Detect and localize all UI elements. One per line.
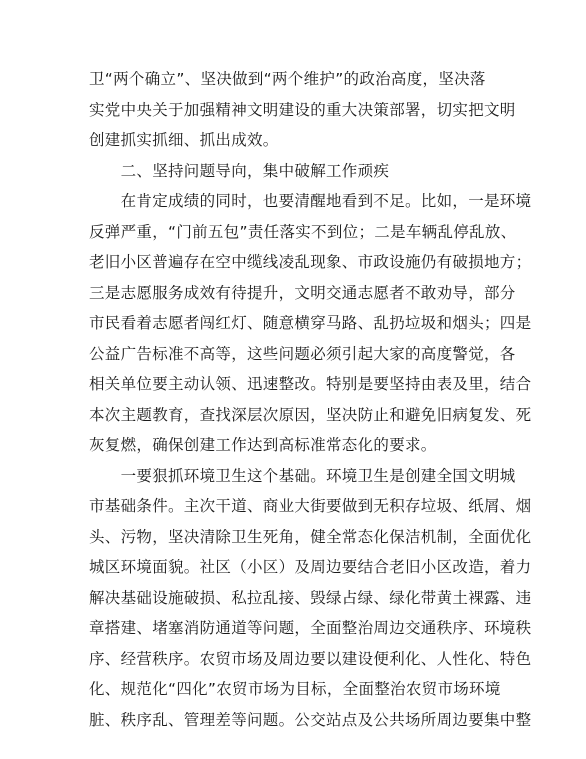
text-line: 创建抓实抓细、抓出成效。	[89, 131, 279, 149]
paragraph-intro-continuation	[89, 64, 516, 156]
text-line: 市基础条件。主次干道、商业大街要做到无积存垃圾、纸屑、烟	[89, 497, 532, 515]
text-line: 序、经营秩序。农贸市场及周边要以建设便利化、人性化、特色	[89, 649, 532, 668]
text-line: 三是志愿服务成效有待提升，文明交通志愿者不敢劝导，部分	[89, 283, 516, 302]
paragraph-shortcomings	[89, 186, 532, 461]
section-heading-2	[89, 156, 499, 187]
text-line: 市民看着志愿者闯红灯、随意横穿马路、乱扔垃圾和烟头；四是	[89, 314, 532, 332]
document-body	[89, 64, 532, 735]
text-line: 老旧小区普遍存在空中缆线凌乱现象、市政设施仍有破损地方；	[89, 253, 532, 271]
text-line: 一要狠抓环境卫生这个基础。环境卫生是创建全国文明城	[89, 466, 516, 485]
text-line: 化、规范化“四化”农贸市场为目标，全面整治农贸市场环境	[89, 680, 501, 698]
text-line: 本次主题教育，查找深层次原因，坚决防止和避免旧病复发、死	[89, 405, 532, 424]
text-line: 实党中央关于加强精神文明建设的重大决策部署，切实把文明	[89, 100, 516, 119]
text-line: 卫“两个确立”、坚决做到“两个维护”的政治高度，坚决落	[89, 70, 486, 88]
text-line: 头、污物，坚决清除卫生死角，健全常态化保洁机制，全面优化	[89, 527, 532, 546]
text-line: 脏、秩序乱、管理差等问题。公交站点及公共场所周边要集中整	[89, 710, 532, 729]
text-line: 公益广告标准不高等，这些问题必须引起大家的高度警觉，各	[89, 344, 516, 363]
text-line: 解决基础设施破损、私拉乱接、毁绿占绿、绿化带黄土裸露、违	[89, 588, 532, 607]
text-line: 相关单位要主动认领、迅速整改。特别是要坚持由表及里，结合	[89, 375, 532, 393]
paragraph-environment	[89, 461, 532, 736]
section-heading-text: 二、坚持问题导向，集中破解工作顽疾	[89, 161, 390, 180]
text-line: 章搭建、堵塞消防通道等问题，全面整治周边交通秩序、环境秩	[89, 619, 532, 637]
text-line: 城区环境面貌。社区（小区）及周边要结合老旧小区改造，着力	[89, 558, 532, 576]
text-line: 反弹严重，“门前五包”责任落实不到位；二是车辆乱停乱放、	[89, 222, 517, 241]
text-line: 在肯定成绩的同时，也要清醒地看到不足。比如，一是环境	[89, 192, 532, 210]
text-line: 灰复燃，确保创建工作达到高标准常态化的要求。	[89, 436, 437, 454]
